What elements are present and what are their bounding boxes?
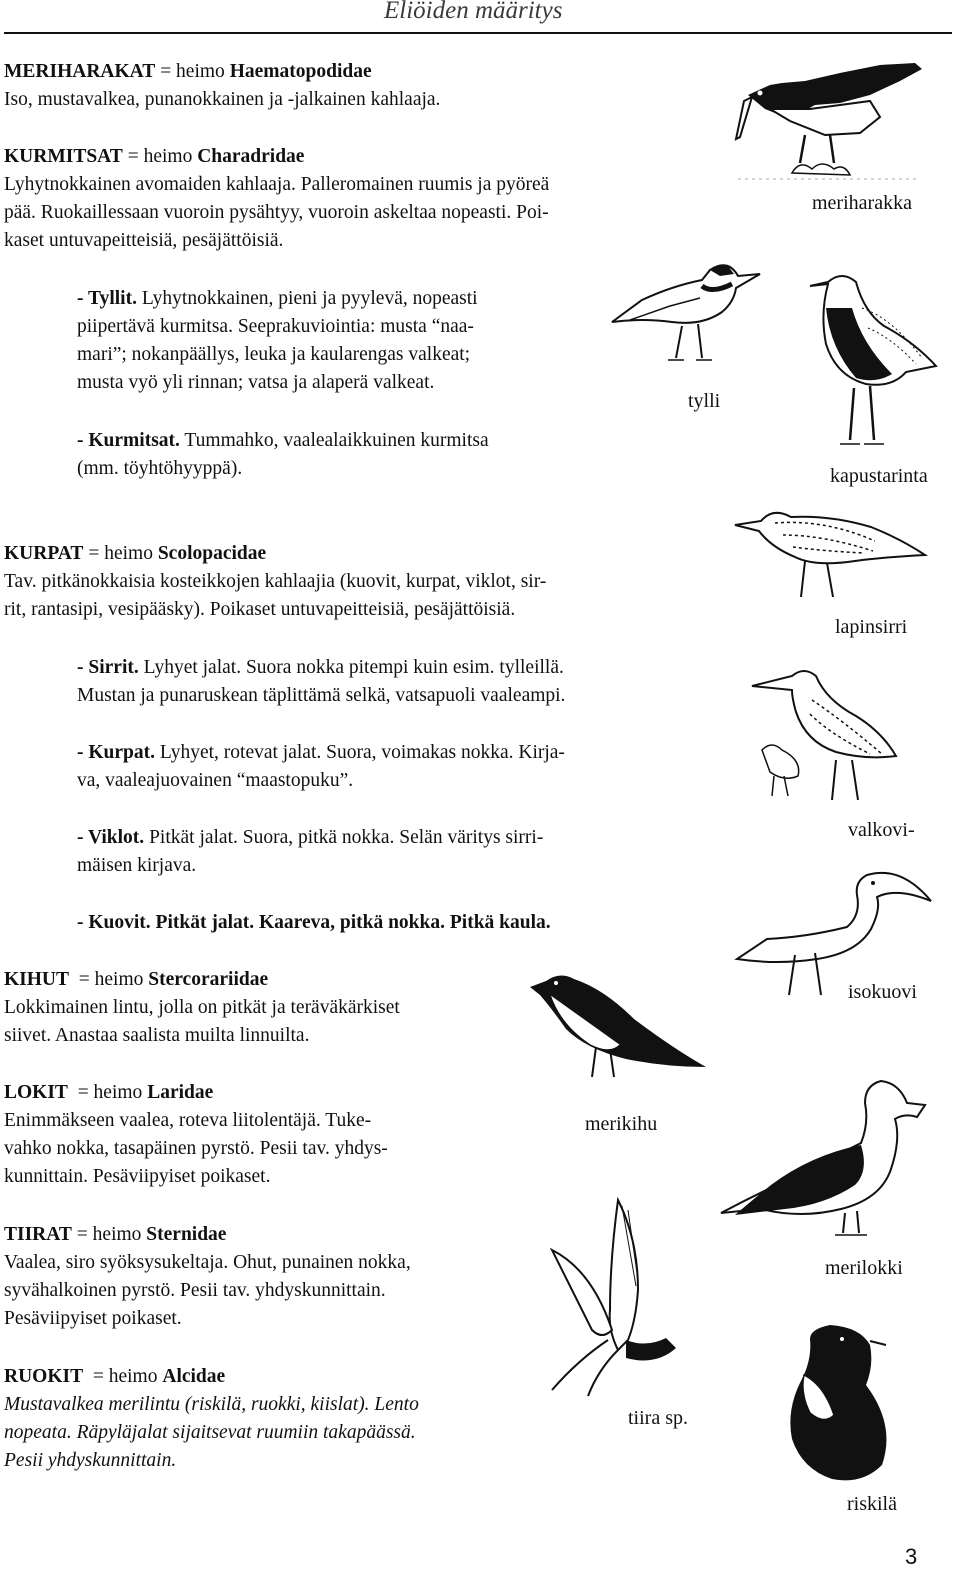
kurpat-sub-description	[77, 739, 565, 768]
oystercatcher-illustration	[730, 55, 930, 190]
subgroup-text: Lyhyet jalat. Suora nokka pitempi kuin esim. tylleillä.	[138, 657, 564, 678]
tiirat-text-line: Pesäviipyiset poikaset.	[4, 1308, 182, 1329]
family-name: TIIRAT	[4, 1224, 72, 1245]
kurmitsat-sub-description	[77, 427, 489, 456]
meriharakat-heading	[4, 58, 372, 87]
gull-illustration	[735, 1075, 935, 1245]
subgroup-label: - Viklot.	[77, 827, 145, 848]
family-latin: Scolopacidae	[157, 543, 267, 564]
tern-illustration	[548, 1200, 708, 1400]
family-name: KIHUT	[4, 969, 70, 990]
subgroup-text: Lyhyet, rotevat jalat. Suora, voimakas nokka. Kirja-	[155, 742, 565, 763]
tyllit-text-line: musta vyö yli rinnan; vatsa ja alaperä valkeat.	[77, 372, 435, 393]
family-separator: = heimo	[83, 543, 158, 564]
family-separator: = heimo	[67, 1082, 148, 1103]
caption-meriharakka: meriharakka	[812, 192, 912, 214]
kihut-text-line: siivet. Anastaa saalista muilta linnuilta.	[4, 1025, 310, 1046]
curlew-illustration	[735, 865, 935, 1005]
arctic-skua-illustration	[530, 965, 710, 1095]
kurmitsat-text-line: pää. Ruokaillessaan vuoroin pysähtyy, vuoroin askeltaa nopeasti. Poi-	[4, 202, 549, 223]
caption-merikihu: merikihu	[585, 1113, 658, 1135]
black-guillemot-illustration	[770, 1325, 910, 1485]
family-separator: = heimo	[69, 969, 149, 990]
meriharakat-text: Iso, mustavalkea, punanokkainen ja -jalkainen kahlaaja.	[4, 89, 441, 110]
subgroup-label: - Kurpat.	[77, 742, 155, 763]
tiirat-text-line: Vaalea, siro syöksysukeltaja. Ohut, punainen nokka,	[4, 1252, 411, 1273]
tyllit-text-line: mari”; nokanpäällys, leuka ja kaularengas valkeat;	[77, 344, 471, 365]
caption-lapinsirri: lapinsirri	[835, 616, 908, 638]
family-separator: = heimo	[71, 1224, 147, 1245]
subgroup-text: Pitkät jalat. Kaareva, pitkä nokka. Pitkä kaula.	[150, 912, 551, 933]
lokit-text-line: vahko nokka, tasapäinen pyrstö. Pesii tav. yhdys-	[4, 1138, 388, 1159]
family-latin: Laridae	[147, 1082, 214, 1103]
sirrit-description	[77, 654, 564, 683]
family-name: KURPAT	[4, 543, 84, 564]
caption-kapustarinta: kapustarinta	[830, 465, 928, 487]
golden-plover-illustration	[810, 268, 940, 458]
ruokit-text-line: nopeata. Räpyläjalat sijaitsevat ruumiin takapäässä.	[4, 1422, 416, 1443]
family-name: MERIHARAKAT	[4, 61, 156, 82]
tyllit-text-line: piipertävä kurmitsa. Seeprakuviointia: musta “naa-	[77, 316, 474, 337]
tiirat-text-line: syvähalkoinen pyrstö. Pesii tav. yhdyskunnittain.	[4, 1280, 386, 1301]
subgroup-label: - Tyllit.	[77, 288, 137, 309]
lokit-text-line: kunnittain. Pesäviipyiset poikaset.	[4, 1166, 271, 1187]
caption-valkovikla: valkovi-	[848, 819, 915, 841]
subgroup-text: Lyhytnokkainen, pieni ja pyylevä, nopeasti	[136, 288, 478, 309]
lokit-heading	[4, 1079, 213, 1108]
kurpat-heading	[4, 540, 266, 569]
tiirat-heading	[4, 1221, 226, 1250]
family-latin: Charadridae	[197, 146, 305, 167]
subgroup-label: - Kurmitsat.	[77, 430, 180, 451]
header-rule	[4, 32, 952, 34]
caption-tylli: tylli	[688, 390, 721, 412]
kihut-heading	[4, 966, 268, 995]
sirrit-text-line: Mustan ja punaruskean täplittämä selkä, vatsapuoli vaaleampi.	[77, 685, 566, 706]
family-separator: = heimo	[155, 61, 230, 82]
family-latin: Alcidae	[162, 1366, 226, 1387]
kurmitsat-text-line: Lyhytnokkainen avomaiden kahlaaja. Palleromainen ruumis ja pyöreä	[4, 174, 550, 195]
family-separator: = heimo	[122, 146, 198, 167]
family-name: LOKIT	[4, 1082, 68, 1103]
lokit-text-line: Enimmäkseen vaalea, roteva liitolentäjä. Tuke-	[4, 1110, 372, 1131]
subgroup-text: Pitkät jalat. Suora, pitkä nokka. Selän väritys sirri-	[144, 827, 544, 848]
viklot-text-line: mäisen kirjava.	[77, 855, 197, 876]
family-name: RUOKIT	[4, 1366, 84, 1387]
viklot-description	[77, 824, 543, 853]
ruokit-text-line: Pesii yhdyskunnittain.	[4, 1450, 177, 1471]
kurmitsat-sub-text-line: (mm. töyhtöhyyppä).	[77, 458, 243, 479]
dunlin-illustration	[735, 505, 935, 615]
caption-merilokki: merilokki	[825, 1257, 903, 1279]
family-name: KURMITSAT	[4, 146, 123, 167]
family-latin: Stercorariidae	[148, 969, 269, 990]
subgroup-text: Tummahko, vaalealaikkuinen kurmitsa	[179, 430, 489, 451]
ruokit-text-line: Mustavalkea merilintu (riskilä, ruokki, kiislat). Lento	[4, 1394, 419, 1415]
redshank-illustration	[752, 660, 912, 810]
page-header-title: Eliöiden määritys	[384, 0, 563, 24]
family-latin: Sternidae	[146, 1224, 227, 1245]
tyllit-description	[77, 285, 478, 314]
kurpat-text-line: Tav. pitkänokkaisia kosteikkojen kahlaajia (kuovit, kurpat, viklot, sir-	[4, 571, 547, 592]
subgroup-label: - Kuovit.	[77, 912, 151, 933]
kuovit-description	[77, 909, 551, 938]
page-number: 3	[905, 1544, 918, 1569]
caption-riskila: riskilä	[847, 1493, 897, 1515]
subgroup-label: - Sirrit.	[77, 657, 139, 678]
caption-tiira: tiira sp.	[628, 1407, 688, 1429]
kurpat-text-line: rit, rantasipi, vesipääsky). Poikaset untuvapeitteisiä, pesäjättöisiä.	[4, 599, 516, 620]
family-latin: Haematopodidae	[229, 61, 372, 82]
ringed-plover-illustration	[610, 246, 770, 376]
ruokit-heading	[4, 1363, 225, 1392]
kurmitsat-text-line: kaset untuvapeitteisiä, pesäjättöisiä.	[4, 230, 284, 251]
kihut-text-line: Lokkimainen lintu, jolla on pitkät ja teräväkärkiset	[4, 997, 400, 1018]
kurpat-sub-text-line: va, vaaleajuovainen “maastopuku”.	[77, 770, 354, 791]
caption-isokuovi: isokuovi	[848, 981, 917, 1003]
family-separator: = heimo	[83, 1366, 163, 1387]
kurmitsat-heading	[4, 143, 304, 172]
